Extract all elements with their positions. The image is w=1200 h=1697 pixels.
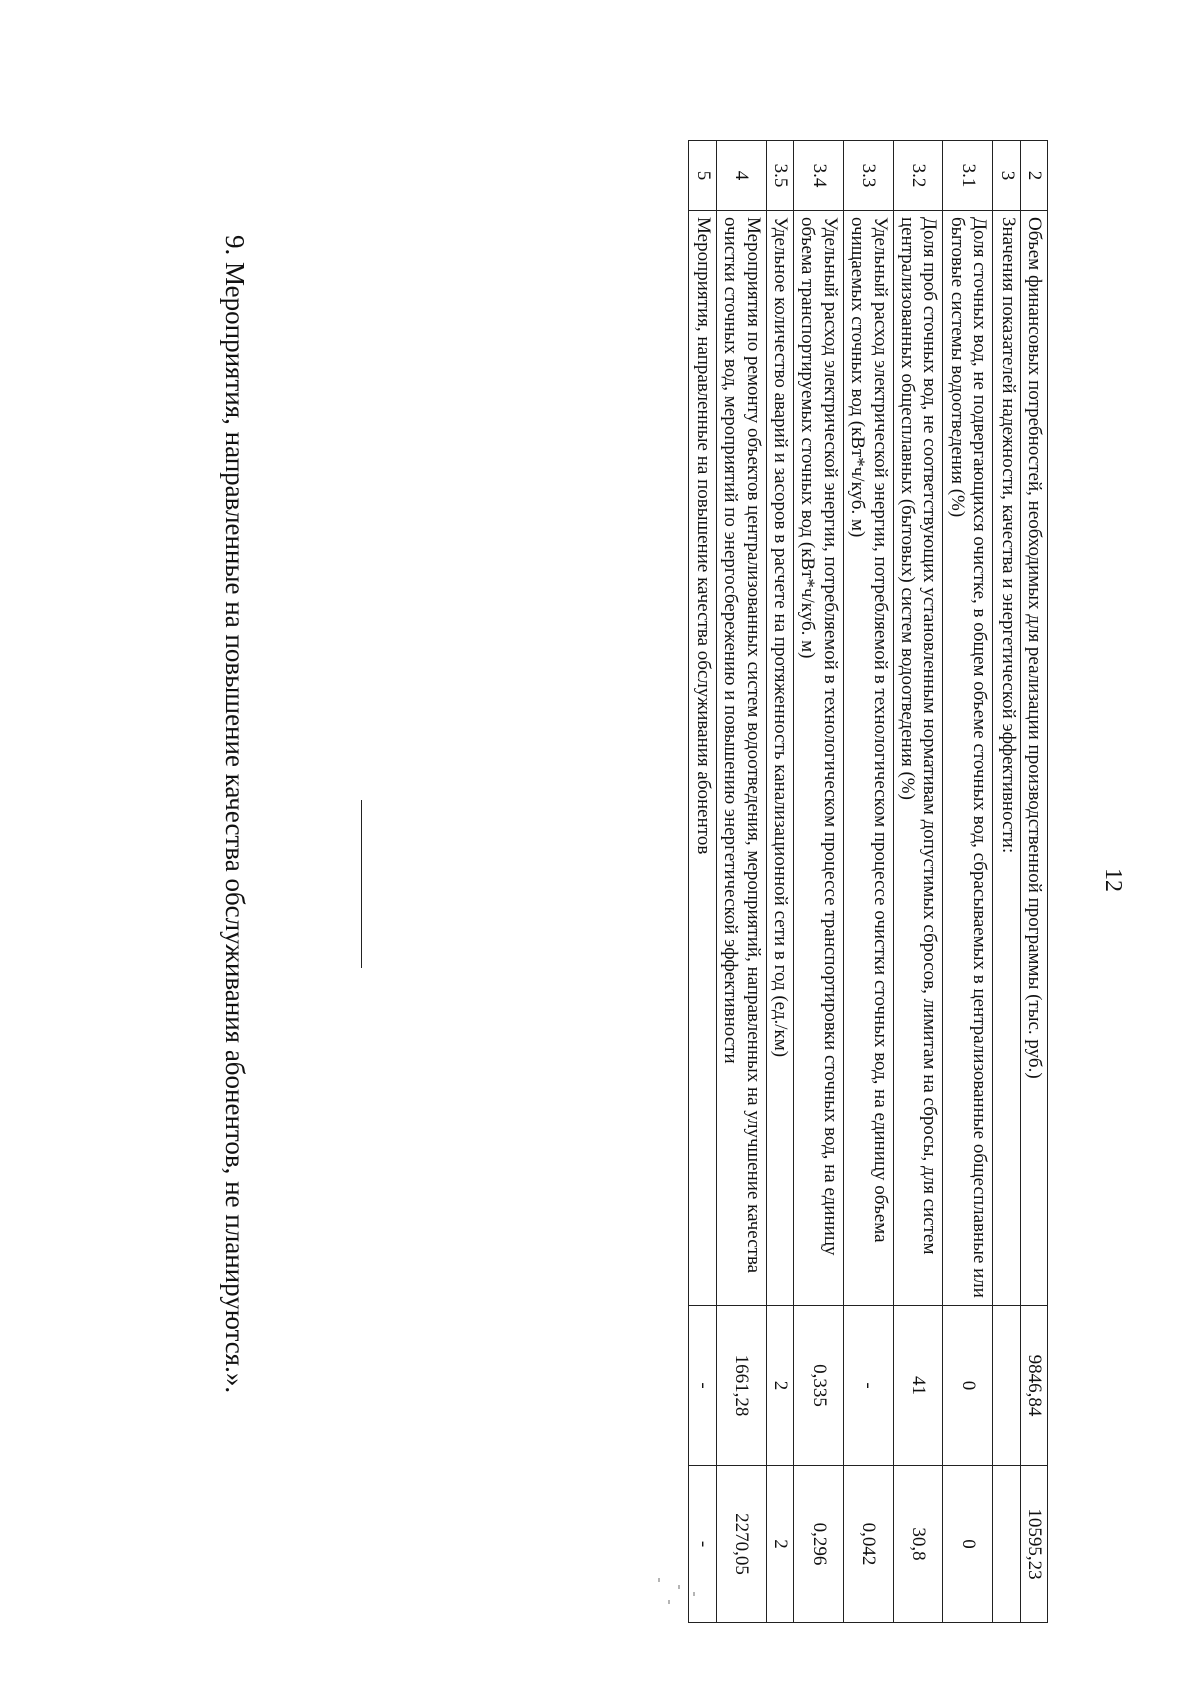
table-row (793, 141, 843, 1623)
table-row (716, 141, 766, 1623)
row-value-cell-2: 2270,05 (716, 1466, 766, 1623)
row-number-cell: 3.5 (766, 141, 793, 211)
table-row (993, 141, 1020, 1623)
row-description-cell: Мероприятия, направленные на повышение качества обслуживания абонентов (689, 211, 716, 1306)
row-description-cell: Доля сточных вод, не подвергающихся очистке, в общем объеме сточных вод, сбрасываемых в централизованные общесплавные или бытовые системы водоотведения (%) (943, 211, 993, 1306)
row-value-cell-2: 0,296 (793, 1466, 843, 1623)
footer-note: 9. Мероприятия, направленные на повышение качества обслуживания абонентов, не планируются.». (220, 235, 250, 1394)
row-number-cell: 3 (993, 141, 1020, 211)
row-description-cell: Доля проб сточных вод, не соответствующих установленным нормативам допустимых сбросов, лимитам на сбросы, для систем централизованных общесплавных (бытовых) систем водоотведения (%) (893, 211, 943, 1306)
table-row (1020, 141, 1047, 1623)
row-description-cell: Значения показателей надежности, качества и энергетической эффективности: (993, 211, 1020, 1306)
row-description-cell: Удельный расход электрической энергии, потребляемой в технологическом процессе очистки сточных вод, на единицу объема очищаемых сточных вод (кВт*ч/куб. м) (843, 211, 893, 1306)
scan-speck (668, 1600, 670, 1604)
row-description-cell: Мероприятия по ремонту объектов централизованных систем водоотведения, мероприятий, направленных на улучшение качества очистки сточных вод, мероприятий по энергосбережению и повышению энергетической эффективности (716, 211, 766, 1306)
row-value-cell-2: 30,8 (893, 1466, 943, 1623)
row-value-cell-2: 10595,23 (1020, 1466, 1047, 1623)
row-description-cell: Удельный расход электрической энергии, потребляемой в технологическом процессе транспортировки сточных вод, на единицу объема транспортируемых сточных вод (кВт*ч/куб. м) (793, 211, 843, 1306)
row-value-cell-2: 0 (943, 1466, 993, 1623)
page-number: 12 (1100, 868, 1126, 892)
row-value-cell-1: 2 (766, 1306, 793, 1466)
row-description-cell: Удельное количество аварий и засоров в расчете на протяженность канализационной сети в год (ед./км) (766, 211, 793, 1306)
row-value-cell-2: 0,042 (843, 1466, 893, 1623)
row-number-cell: 3.1 (943, 141, 993, 211)
table-row (689, 141, 716, 1623)
row-value-cell-1 (993, 1306, 1020, 1466)
table-row (843, 141, 893, 1623)
table-row (893, 141, 943, 1623)
table-row (943, 141, 993, 1623)
scan-speck (658, 1578, 660, 1582)
row-description-cell: Объем финансовых потребностей, необходимых для реализации производственной программы (тыс. руб.) (1020, 211, 1047, 1306)
row-value-cell-1: 0,335 (793, 1306, 843, 1466)
scan-speck (678, 1585, 680, 1589)
row-value-cell-1: 41 (893, 1306, 943, 1466)
separator-line (361, 800, 362, 968)
row-value-cell-1: - (689, 1306, 716, 1466)
row-value-cell-1: 9846,84 (1020, 1306, 1047, 1466)
row-value-cell-1: 1661,28 (716, 1306, 766, 1466)
row-number-cell: 3.3 (843, 141, 893, 211)
row-value-cell-2: 2 (766, 1466, 793, 1623)
row-number-cell: 3.4 (793, 141, 843, 211)
row-value-cell-1: 0 (943, 1306, 993, 1466)
row-value-cell-1: - (843, 1306, 893, 1466)
row-number-cell: 2 (1020, 141, 1047, 211)
row-value-cell-2 (993, 1466, 1020, 1623)
table-row (766, 141, 793, 1623)
indicators-table (688, 140, 1048, 1623)
row-number-cell: 4 (716, 141, 766, 211)
row-number-cell: 5 (689, 141, 716, 211)
row-value-cell-2: - (689, 1466, 716, 1623)
scan-speck (693, 1592, 695, 1596)
row-number-cell: 3.2 (893, 141, 943, 211)
